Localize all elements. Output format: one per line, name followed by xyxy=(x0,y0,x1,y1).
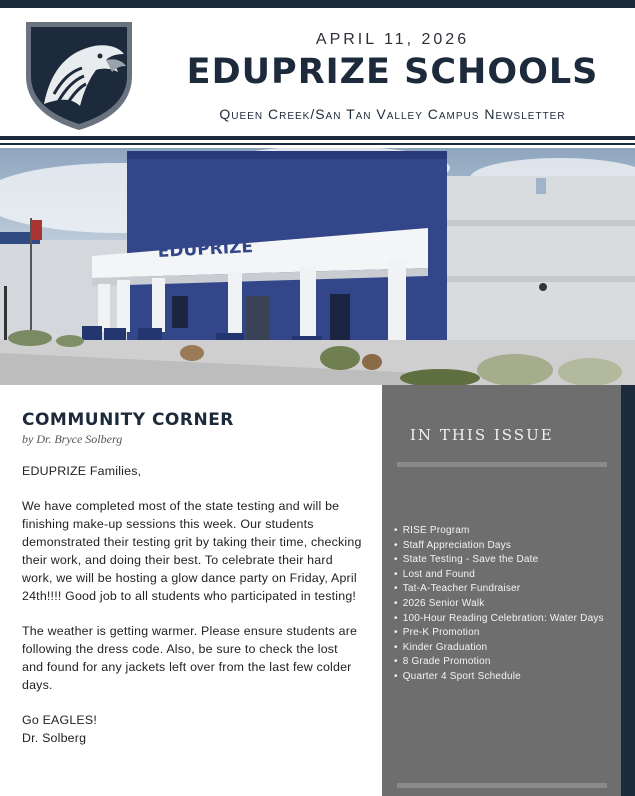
issue-item: • 2026 Senior Walk xyxy=(394,597,604,612)
sidebar-divider-bottom xyxy=(397,783,607,788)
building-sign: EDUPRIZE xyxy=(157,237,254,262)
letter-closing: Go EAGLES! xyxy=(22,713,98,727)
in-this-issue-list xyxy=(394,524,604,685)
letter-paragraph-weather: The weather is getting warmer. Please ensure students are following the dress code. Also, be sure to check the lost and found for any jackets left over from the last few colder days. xyxy=(22,624,358,692)
sidebar-divider-top xyxy=(397,462,607,467)
in-this-issue-title: IN THIS ISSUE xyxy=(410,426,554,444)
issue-item: • RISE Program xyxy=(394,524,604,539)
school-building-photo xyxy=(0,148,635,385)
header-rule-thick xyxy=(0,136,635,140)
issue-item: • State Testing - Save the Date xyxy=(394,553,604,568)
community-corner-title: COMMUNITY CORNER xyxy=(22,410,234,430)
letter-signature: Dr. Solberg xyxy=(22,731,87,745)
issue-item: • Staff Appreciation Days xyxy=(394,539,604,554)
issue-item: • Tat-A-Teacher Fundraiser xyxy=(394,582,604,597)
issue-item: • 100-Hour Reading Celebration: Water Days xyxy=(394,612,604,627)
eagle-shield-icon xyxy=(20,14,138,132)
letter-paragraph-testing: We have completed most of the state testing and will be finishing make-up sessions this week. Our students demonstrated their testing grit by taking their time, checking their work, and doing their best. To celebrate their hard work, we will be hosting a glow dance party on Friday, April 24th!!!! Good job to all students who participated in testing! xyxy=(22,499,362,603)
header-rule-thin xyxy=(0,143,635,145)
letter-greeting: EDUPRIZE Families, xyxy=(22,464,142,478)
sidebar-edge-stripe xyxy=(621,385,635,796)
issue-item: • Kinder Graduation xyxy=(394,641,604,656)
school-name: EDUPRIZE SCHOOLS xyxy=(186,52,599,92)
issue-item: • 8 Grade Promotion xyxy=(394,655,604,670)
top-border xyxy=(0,0,635,8)
community-corner-body xyxy=(22,462,362,747)
issue-item: • Lost and Found xyxy=(394,568,604,583)
newsletter-subtitle: Queen Creek/San Tan Valley Campus Newsletter xyxy=(219,106,566,122)
newsletter-date: APRIL 11, 2026 xyxy=(315,31,470,48)
issue-item: • Pre-K Promotion xyxy=(394,626,604,641)
issue-item: • Quarter 4 Sport Schedule xyxy=(394,670,604,685)
community-corner-byline: by Dr. Bryce Solberg xyxy=(22,432,123,446)
